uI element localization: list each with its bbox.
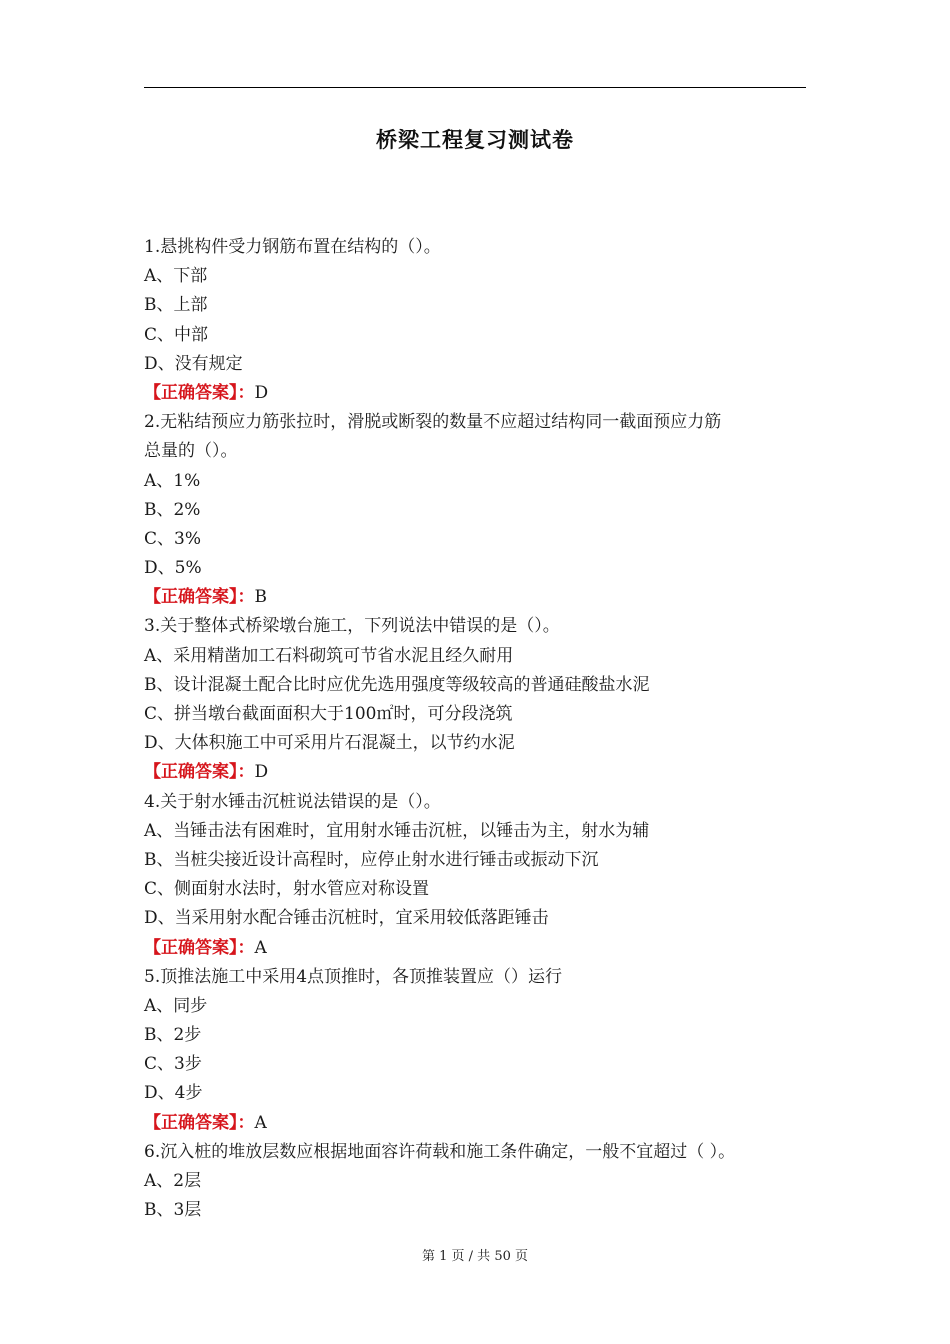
- question-3: [144, 612, 806, 787]
- option-a: A、同步: [144, 995, 208, 1016]
- page-title: 桥梁工程复习测试卷: [376, 128, 574, 152]
- option-c: C、侧面射水法时，射水管应对称设置: [144, 879, 430, 900]
- question-stem: 1.悬挑构件受力钢筋布置在结构的（）。: [144, 237, 441, 257]
- answer-value: A: [254, 1112, 267, 1133]
- answer-label: 【正确答案】：: [144, 762, 255, 783]
- option-b: B、2步: [144, 1025, 202, 1046]
- option-c: C、3%: [144, 528, 201, 549]
- option-b: B、设计混凝土配合比时应优先选用强度等级较高的普通硅酸盐水泥: [144, 674, 650, 695]
- question-2: [144, 408, 806, 612]
- answer-line: [144, 583, 806, 612]
- option-a: A、当锤击法有困难时，宜用射水锤击沉桩，以锤击为主，射水为辅: [144, 820, 650, 841]
- option-d: D、没有规定: [144, 353, 243, 374]
- option-a: A、1%: [144, 470, 201, 491]
- page-footer: 第 1 页 / 共 50 页: [422, 1249, 528, 1264]
- header-rule: [144, 87, 806, 88]
- answer-value: B: [254, 587, 267, 608]
- option-b: B、2%: [144, 499, 201, 520]
- question-1: [144, 233, 806, 408]
- option-d: D、5%: [144, 558, 202, 579]
- option-c: C、3步: [144, 1054, 202, 1075]
- answer-line: [144, 1109, 806, 1138]
- option-a: A、2层: [144, 1171, 202, 1191]
- question-4: [144, 788, 806, 963]
- answer-line: [144, 379, 806, 408]
- option-a: A、采用精凿加工石料砌筑可节省水泥且经久耐用: [144, 645, 514, 666]
- option-d: D、当采用射水配合锤击沉桩时，宜采用较低落距锤击: [144, 908, 549, 929]
- answer-label: 【正确答案】：: [144, 937, 255, 958]
- option-c: C、拼当墩台截面面积大于100㎡时，可分段浇筑: [144, 704, 513, 724]
- option-b: B、3层: [144, 1200, 202, 1221]
- answer-label: 【正确答案】：: [144, 382, 255, 403]
- question-6: [144, 1138, 806, 1226]
- question-stem: 5.顶推法施工中采用4点顶推时，各顶推装置应（）运行: [144, 966, 563, 987]
- question-stem: 3.关于整体式桥梁墩台施工，下列说法中错误的是（）。: [144, 616, 560, 637]
- answer-value: D: [254, 762, 269, 783]
- option-d: D、4步: [144, 1083, 203, 1104]
- answer-label: 【正确答案】：: [144, 587, 255, 608]
- question-list: [144, 233, 806, 1225]
- option-b: B、上部: [144, 295, 208, 316]
- option-a: A、下部: [144, 266, 208, 287]
- answer-value: A: [254, 937, 267, 958]
- answer-value: D: [254, 382, 269, 403]
- option-d: D、大体积施工中可采用片石混凝土，以节约水泥: [144, 733, 515, 754]
- option-b: B、当桩尖接近设计高程时，应停止射水进行锤击或振动下沉: [144, 849, 599, 870]
- question-stem: 2.无粘结预应力筋张拉时，滑脱或断裂的数量不应超过结构同一截面预应力筋: [144, 412, 722, 433]
- answer-line: [144, 758, 806, 787]
- option-c: C、中部: [144, 324, 209, 345]
- question-stem: 6.沉入桩的堆放层数应根据地面容许荷载和施工条件确定，一般不宜超过（ ）。: [144, 1141, 736, 1162]
- answer-line: [144, 934, 806, 963]
- question-stem-continued: 总量的（）。: [144, 441, 238, 462]
- answer-label: 【正确答案】：: [144, 1112, 255, 1133]
- question-5: [144, 963, 806, 1138]
- question-stem: 4.关于射水锤击沉桩说法错误的是（）。: [144, 791, 441, 812]
